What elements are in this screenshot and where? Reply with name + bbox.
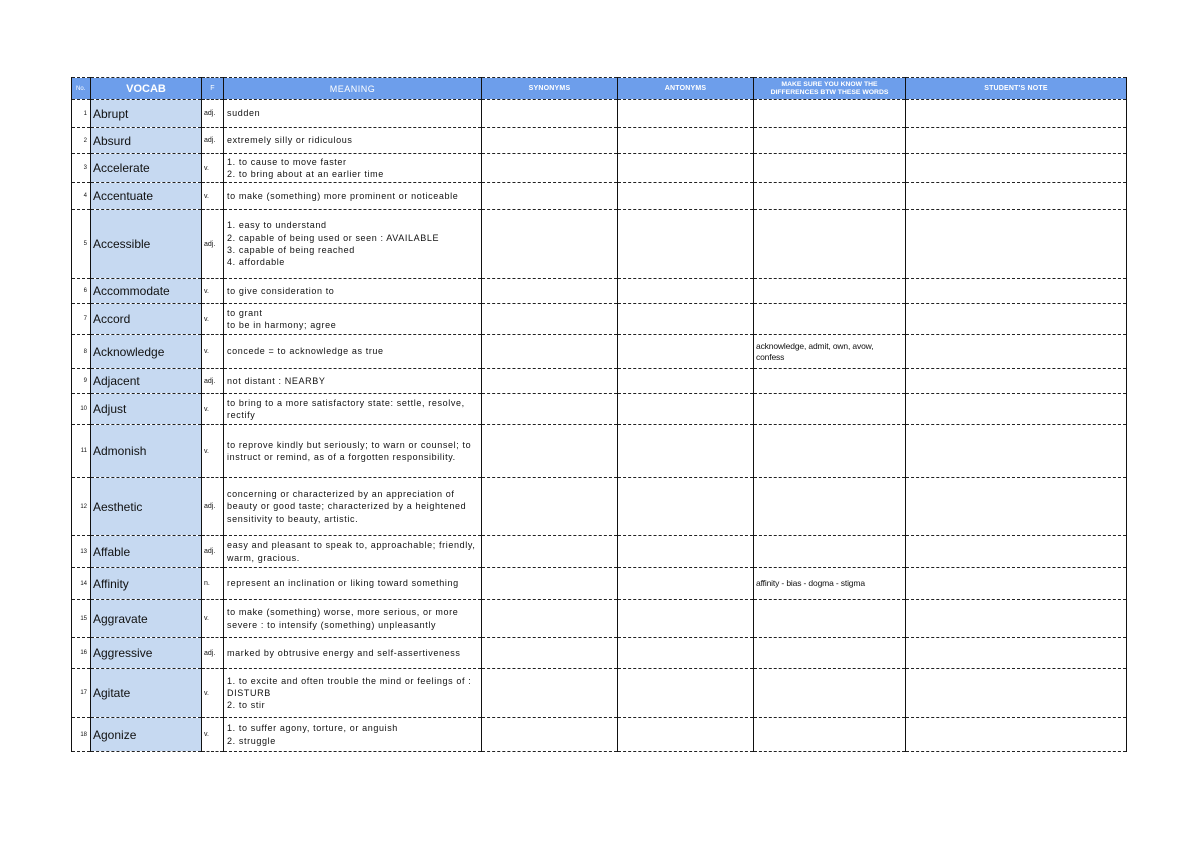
row-number: 1 (72, 100, 91, 128)
part-of-speech: v. (202, 394, 224, 425)
table-row (72, 536, 1127, 568)
student-note-cell (906, 304, 1127, 335)
differences-cell (754, 425, 906, 478)
meaning-cell: sudden (224, 100, 482, 128)
vocab-table (71, 77, 1127, 752)
row-number: 2 (72, 128, 91, 154)
row-number: 9 (72, 369, 91, 394)
synonyms-cell (482, 210, 618, 279)
student-note-cell (906, 210, 1127, 279)
synonyms-cell (482, 154, 618, 183)
differences-cell: affinity - bias - dogma - stigma (754, 568, 906, 600)
part-of-speech: v. (202, 154, 224, 183)
table-row (72, 279, 1127, 304)
part-of-speech: adj. (202, 210, 224, 279)
part-of-speech: n. (202, 568, 224, 600)
antonyms-cell (618, 718, 754, 752)
row-number: 16 (72, 638, 91, 669)
student-note-cell (906, 638, 1127, 669)
table-row (72, 638, 1127, 669)
part-of-speech: v. (202, 718, 224, 752)
table-row (72, 718, 1127, 752)
student-note-cell (906, 536, 1127, 568)
header-meaning: MEANING (224, 78, 482, 100)
row-number: 11 (72, 425, 91, 478)
student-note-cell (906, 279, 1127, 304)
table-row (72, 369, 1127, 394)
table-row (72, 394, 1127, 425)
vocab-word: Accessible (91, 210, 202, 279)
part-of-speech: adj. (202, 478, 224, 536)
antonyms-cell (618, 154, 754, 183)
synonyms-cell (482, 669, 618, 718)
row-number: 8 (72, 335, 91, 369)
synonyms-cell (482, 369, 618, 394)
vocab-word: Accentuate (91, 183, 202, 210)
antonyms-cell (618, 100, 754, 128)
antonyms-cell (618, 394, 754, 425)
vocab-word: Aggravate (91, 600, 202, 638)
vocab-word: Acknowledge (91, 335, 202, 369)
row-number: 10 (72, 394, 91, 425)
vocab-word: Accelerate (91, 154, 202, 183)
meaning-cell: 1. to cause to move faster 2. to bring about at an earlier time (224, 154, 482, 183)
part-of-speech: v. (202, 183, 224, 210)
vocab-word: Agitate (91, 669, 202, 718)
table-row (72, 568, 1127, 600)
row-number: 4 (72, 183, 91, 210)
student-note-cell (906, 154, 1127, 183)
student-note-cell (906, 425, 1127, 478)
meaning-cell: not distant : NEARBY (224, 369, 482, 394)
row-number: 7 (72, 304, 91, 335)
student-note-cell (906, 128, 1127, 154)
synonyms-cell (482, 536, 618, 568)
differences-cell (754, 638, 906, 669)
differences-cell (754, 210, 906, 279)
part-of-speech: v. (202, 279, 224, 304)
student-note-cell (906, 369, 1127, 394)
synonyms-cell (482, 128, 618, 154)
header-student-note: STUDENT'S NOTE (906, 78, 1127, 100)
header-f: F (202, 78, 224, 100)
antonyms-cell (618, 279, 754, 304)
row-number: 12 (72, 478, 91, 536)
student-note-cell (906, 478, 1127, 536)
table-row (72, 210, 1127, 279)
header-vocab: VOCAB (91, 78, 202, 100)
synonyms-cell (482, 425, 618, 478)
part-of-speech: adj. (202, 369, 224, 394)
antonyms-cell (618, 638, 754, 669)
part-of-speech: v. (202, 425, 224, 478)
synonyms-cell (482, 304, 618, 335)
table-row (72, 335, 1127, 369)
row-number: 13 (72, 536, 91, 568)
vocab-word: Admonish (91, 425, 202, 478)
antonyms-cell (618, 335, 754, 369)
table-row (72, 183, 1127, 210)
student-note-cell (906, 394, 1127, 425)
synonyms-cell (482, 638, 618, 669)
vocab-word: Accord (91, 304, 202, 335)
vocab-word: Aggressive (91, 638, 202, 669)
differences-cell (754, 183, 906, 210)
meaning-cell: 1. easy to understand 2. capable of being used or seen : AVAILABLE 3. capable of being reached 4. affordable (224, 210, 482, 279)
synonyms-cell (482, 478, 618, 536)
meaning-cell: to make (something) worse, more serious, or more severe : to intensify (something) unpleasantly (224, 600, 482, 638)
table-row (72, 600, 1127, 638)
table-row (72, 425, 1127, 478)
student-note-cell (906, 335, 1127, 369)
table-row (72, 304, 1127, 335)
table-row (72, 154, 1127, 183)
header-differences: MAKE SURE YOU KNOW THE DIFFERENCES BTW THESE WORDS (754, 78, 906, 100)
row-number: 14 (72, 568, 91, 600)
differences-cell (754, 128, 906, 154)
row-number: 17 (72, 669, 91, 718)
differences-cell (754, 669, 906, 718)
meaning-cell: represent an inclination or liking toward something (224, 568, 482, 600)
meaning-cell: easy and pleasant to speak to, approachable; friendly, warm, gracious. (224, 536, 482, 568)
part-of-speech: adj. (202, 638, 224, 669)
antonyms-cell (618, 536, 754, 568)
synonyms-cell (482, 183, 618, 210)
vocab-word: Adjacent (91, 369, 202, 394)
antonyms-cell (618, 600, 754, 638)
differences-cell (754, 718, 906, 752)
synonyms-cell (482, 279, 618, 304)
header-row (72, 78, 1127, 100)
row-number: 3 (72, 154, 91, 183)
header-antonyms: ANTONYMS (618, 78, 754, 100)
vocab-word: Aesthetic (91, 478, 202, 536)
antonyms-cell (618, 369, 754, 394)
antonyms-cell (618, 478, 754, 536)
vocab-word: Accommodate (91, 279, 202, 304)
row-number: 15 (72, 600, 91, 638)
meaning-cell: to make (something) more prominent or noticeable (224, 183, 482, 210)
meaning-cell: concede = to acknowledge as true (224, 335, 482, 369)
meaning-cell: to bring to a more satisfactory state: settle, resolve, rectify (224, 394, 482, 425)
header-synonyms: SYNONYMS (482, 78, 618, 100)
vocab-word: Abrupt (91, 100, 202, 128)
vocab-word: Agonize (91, 718, 202, 752)
meaning-cell: to give consideration to (224, 279, 482, 304)
row-number: 5 (72, 210, 91, 279)
meaning-cell: to grant to be in harmony; agree (224, 304, 482, 335)
antonyms-cell (618, 425, 754, 478)
meaning-cell: concerning or characterized by an appreciation of beauty or good taste; characterized by a heightened sensitivity to beauty, artistic. (224, 478, 482, 536)
vocab-word: Affable (91, 536, 202, 568)
synonyms-cell (482, 394, 618, 425)
differences-cell (754, 478, 906, 536)
meaning-cell: to reprove kindly but seriously; to warn or counsel; to instruct or remind, as of a forgotten responsibility. (224, 425, 482, 478)
antonyms-cell (618, 304, 754, 335)
part-of-speech: adj. (202, 128, 224, 154)
meaning-cell: marked by obtrusive energy and self-assertiveness (224, 638, 482, 669)
differences-cell (754, 154, 906, 183)
differences-cell (754, 279, 906, 304)
student-note-cell (906, 568, 1127, 600)
vocab-word: Adjust (91, 394, 202, 425)
part-of-speech: v. (202, 335, 224, 369)
meaning-cell: 1. to excite and often trouble the mind or feelings of : DISTURB 2. to stir (224, 669, 482, 718)
vocab-word: Absurd (91, 128, 202, 154)
part-of-speech: adj. (202, 100, 224, 128)
table-row (72, 478, 1127, 536)
antonyms-cell (618, 568, 754, 600)
part-of-speech: v. (202, 304, 224, 335)
synonyms-cell (482, 335, 618, 369)
antonyms-cell (618, 669, 754, 718)
student-note-cell (906, 100, 1127, 128)
table-row (72, 128, 1127, 154)
synonyms-cell (482, 100, 618, 128)
student-note-cell (906, 669, 1127, 718)
differences-cell (754, 394, 906, 425)
part-of-speech: v. (202, 669, 224, 718)
student-note-cell (906, 718, 1127, 752)
part-of-speech: v. (202, 600, 224, 638)
row-number: 6 (72, 279, 91, 304)
part-of-speech: adj. (202, 536, 224, 568)
table-row (72, 669, 1127, 718)
meaning-cell: extremely silly or ridiculous (224, 128, 482, 154)
vocab-word: Affinity (91, 568, 202, 600)
row-number: 18 (72, 718, 91, 752)
differences-cell (754, 600, 906, 638)
meaning-cell: 1. to suffer agony, torture, or anguish 2. struggle (224, 718, 482, 752)
antonyms-cell (618, 210, 754, 279)
synonyms-cell (482, 568, 618, 600)
header-no: No. (72, 78, 91, 100)
differences-cell (754, 304, 906, 335)
synonyms-cell (482, 718, 618, 752)
synonyms-cell (482, 600, 618, 638)
differences-cell (754, 100, 906, 128)
table-row (72, 100, 1127, 128)
differences-cell (754, 536, 906, 568)
differences-cell: acknowledge, admit, own, avow, confess (754, 335, 906, 369)
student-note-cell (906, 183, 1127, 210)
student-note-cell (906, 600, 1127, 638)
differences-cell (754, 369, 906, 394)
antonyms-cell (618, 128, 754, 154)
antonyms-cell (618, 183, 754, 210)
